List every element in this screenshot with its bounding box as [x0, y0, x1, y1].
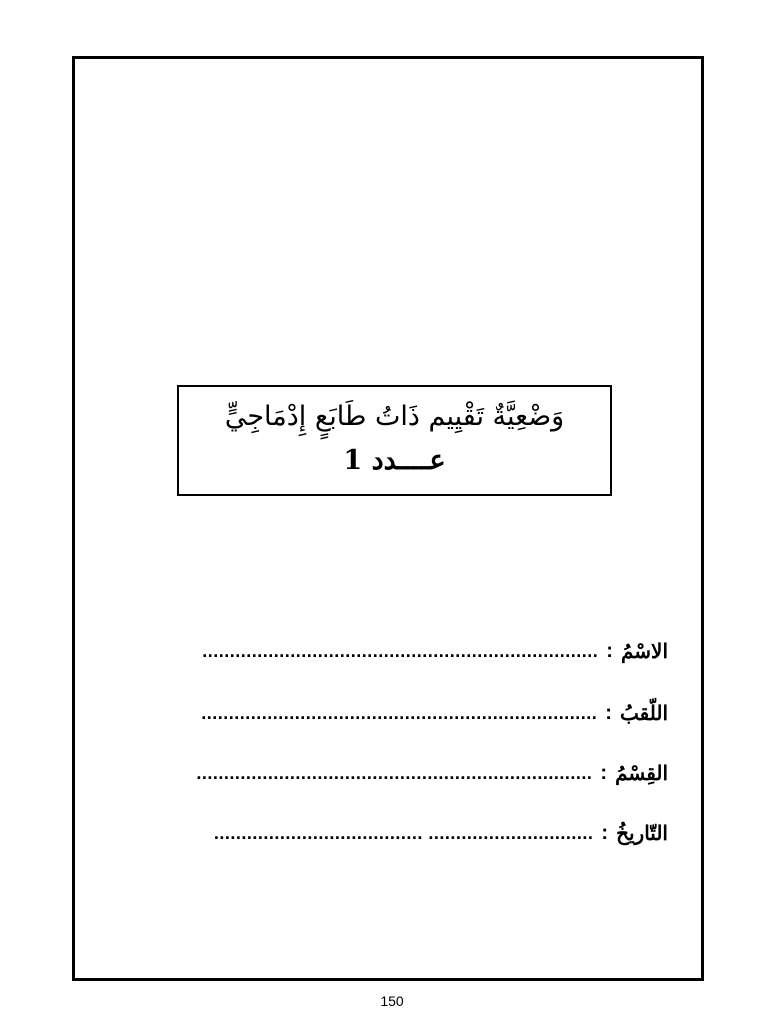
document-title: وَضْعِيَّةٌ تَقْيِيم ذَاتُ طَابَعٍ إِدْمَاجِيٍّ: [224, 401, 565, 432]
document-number: عــــدد 1: [343, 445, 446, 476]
surname-colon: :: [605, 702, 612, 724]
surname-fill-line[interactable]: ........................................................................: [201, 703, 598, 723]
name-field-row[interactable]: [88, 634, 668, 668]
date-field-row[interactable]: [88, 816, 668, 850]
surname-label: اللّقبُ: [619, 701, 668, 725]
class-colon: :: [600, 762, 608, 784]
class-label: القِسْمُ: [615, 761, 668, 785]
name-colon: :: [606, 640, 613, 662]
date-colon: :: [601, 822, 609, 844]
name-label: الاسْمُ: [620, 639, 668, 663]
date-fill-line[interactable]: .............................. ......................................: [213, 823, 594, 843]
page-number: 150: [380, 993, 404, 1009]
date-label: التّاريخُ: [616, 821, 668, 845]
title-box: [177, 385, 612, 496]
class-fill-line[interactable]: ........................................................................: [196, 763, 593, 783]
surname-field-row[interactable]: [88, 696, 668, 730]
name-fill-line[interactable]: ........................................................................: [202, 641, 599, 661]
class-field-row[interactable]: [88, 756, 668, 790]
